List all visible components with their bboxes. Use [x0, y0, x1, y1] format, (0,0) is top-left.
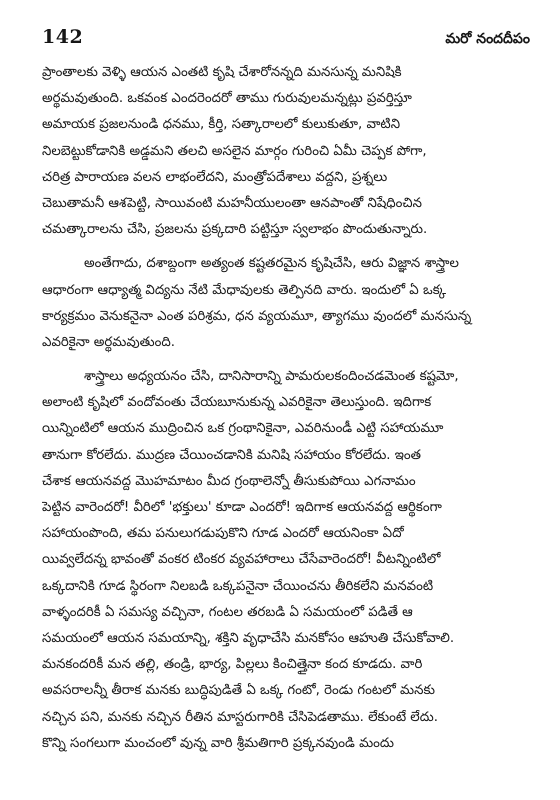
body-text [42, 60, 534, 757]
text-line: చరిత్ర పారాయణ వలన లాభంలేదని, మంత్రోపదేశాలు వద్దని, ప్రశ్నలు [42, 169, 388, 185]
text-line: తానుగా కోరలేదు. ముద్రణ చేయించడానికి మనిషి సహాయం కోరలేదు. ఇంత [42, 447, 421, 463]
text-line: అలాంటి కృషిలో వందోవంతు చేయబూనుకున్న ఎవరికైనా తెలుస్తుంది. ఇదిగాక [42, 395, 432, 411]
text-line: పెట్టిన వారెందరో! వీరిలో 'భక్తులు' కూడా ఎందరో! ఇదిగాక ఆయనవద్ద ఆర్థికంగా [42, 500, 442, 515]
text-line: ఆధారంగా ఆధ్యాత్మ విద్యను నేటి మేధావులకు తెల్పినది వారు. ఇందులో ఏ ఒక్క [42, 282, 447, 298]
text-line: మనకందరికీ మన తల్లి, తండ్రి, భార్య, పిల్లలు కించిత్తైనా కంద కూడదు. వారి [42, 657, 423, 673]
text-line: ఒక్కదానికి గూడ స్థిరంగా నిలబడి ఒక్కపనైనా చేయించను తీరికలేని మనవంటి [42, 578, 434, 594]
running-title: మరో నందదీపం [445, 31, 530, 47]
text-line: యివ్వలేదన్న భావంతో వంకర టింకర వ్యవహారాలు చేసేవారెందరో! వీటన్నింటిలో [42, 552, 441, 568]
text-line: సహాయంపొంది, తమ పనులుగడుపుకొని గూడ ఎందరో ఆయనింకా ఏదో [42, 526, 404, 542]
text-line: చేశాక ఆయనవద్ద మొహమాటం మీద గ్రంథాలెన్నో తీసుకుపోయి ఎగనామం [42, 473, 416, 489]
text-line: చెబుతామనీ ఆశపెట్టి, సాయివంటి మహనీయులంతా ఆనపాంతో నిషేధించిన [42, 195, 422, 211]
text-line: అర్థమవుతుంది. ఒకవంక ఎందరెందరో తాము గురువులమన్నట్లు ప్రవర్తిస్తూ [42, 91, 412, 107]
paragraph-3 [42, 364, 534, 757]
paragraph-gap [42, 243, 534, 251]
paragraph-1 [42, 60, 534, 243]
paragraph-gap [42, 356, 534, 364]
text-line: ప్రాంతాలకు వెళ్ళి ఆయన ఎంతటి కృషి చేశారోనన్నది మనసున్న మనిషికి [42, 65, 402, 80]
text-line: శాస్త్రాలు అధ్యయనం చేసి, దానిసారాన్ని పామరులకందించడమెంత కష్టమో, [84, 369, 459, 385]
text-line: చమత్కారాలను చేసి, ప్రజలను ప్రక్కదారి పట్టిస్తూ స్వలాభం పొందుతున్నారు. [42, 222, 428, 238]
text-line: వాళ్ళందరికీ ఏ సమస్య వచ్చినా, గంటల తరబడి ఏ సమయంలో పడితే ఆ [42, 604, 413, 620]
text-line: కార్యక్రమం వెనుకనైనా ఎంత పరిశ్రమ, ధన వ్యయమూ, త్యాగము వుందలో మనసున్న [42, 308, 472, 324]
text-line: కొన్ని సంగలుగా మంచంలో వున్న వారి శ్రీమతిగారి ప్రక్కనవుండి మందు [42, 735, 394, 751]
paragraph-2 [42, 251, 534, 356]
text-line: అవసరాలన్నీ తీరాక మనకు బుద్ధిపుడితే ఏ ఒక్క గంటో, రెండు గంటలో మనకు [42, 683, 435, 699]
text-line: యిన్నింటిలో ఆయన ముద్రించిన ఒక గ్రంథానికైనా, ఎవరినుండీ ఎట్టి సహాయమూ [42, 421, 444, 437]
text-line: ఎవరికైనా అర్థమవుతుంది. [42, 334, 175, 350]
text-line: నచ్చిన పని, మనకు నచ్చిన రీతిన మాస్టరుగారికి చేసిపెడతాము. లేకుంటే లేదు. [42, 709, 438, 725]
page-number: 142 [42, 26, 84, 48]
text-line: సమయంలో ఆయన సమయాన్ని, శక్తిని వృధాచేసి మనకోసం ఆహుతి చేసుకోవాలి. [42, 630, 455, 646]
text-line: అమాయక ప్రజలనుండి ధనము, కీర్తి, సత్కారాలలో కులుకుతూ, వాటిని [42, 117, 401, 133]
page-header [42, 26, 534, 54]
text-line: నిలబెట్టుకోడానికి అడ్డమని తలచి అసలైన మార్గం గురించి ఏమీ చెప్పక పోగా, [42, 143, 427, 159]
text-line: అంతేగాదు, దశాబ్దంగా అత్యంత కష్టతరమైన కృషిచేసి, ఆరు విజ్ఞాన శాస్త్రాల [84, 256, 459, 272]
